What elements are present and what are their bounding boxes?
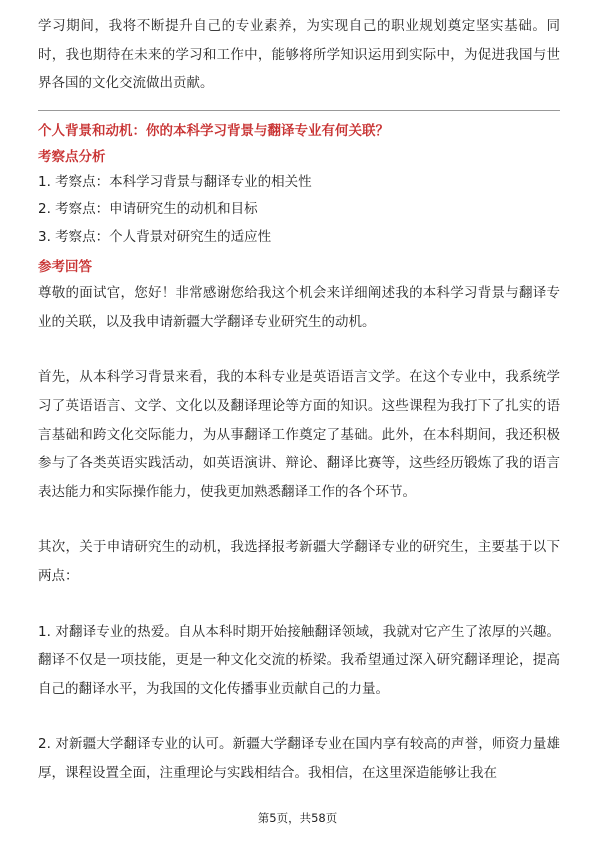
analysis-point: 3. 考察点：个人背景对研究生的适应性 (38, 228, 272, 245)
paragraph-gap (38, 591, 560, 618)
answer-paragraph: 首先，从本科学习背景来看，我的本科专业是英语语言文学。在这个专业中，我系统学习了英语语言、文学、文化以及翻译理论等方面的知识。这些课程为我打下了扎实的语言基础和跨文化交际能力，为从事翻译工作奠定了基础。此外，在本科期间，我还积极参与了各类英语实践活动，如英语演讲、辩论、翻译比赛等，这些经历锻炼了我的语言表达能力和实际操作能力，使我更加熟悉翻译工作的各个环节。 (38, 369, 560, 500)
page-number-footer: 第5页，共58页 (257, 811, 338, 825)
paragraph-gap (38, 703, 560, 730)
intro-paragraph: 学习期间，我将不断提升自己的专业素养，为实现自己的职业规划奠定坚实基础。同时，我也期待在未来的学习和工作中，能够将所学知识运用到实际中，为促进我国与世界各国的文化交流做出贡献。 (38, 18, 560, 92)
section-divider (38, 110, 560, 111)
analysis-heading: 考察点分析 (38, 148, 106, 165)
document-page (38, 0, 560, 788)
paragraph-gap (38, 506, 560, 533)
answer-paragraph: 尊敬的面试官，您好！非常感谢您给我这个机会来详细阐述我的本科学习背景与翻译专业的关联，以及我申请新疆大学翻译专业研究生的动机。 (38, 285, 560, 330)
answer-heading: 参考回答 (38, 259, 92, 276)
paragraph-gap (38, 336, 560, 363)
answer-paragraph: 1. 对翻译专业的热爱。自从本科时期开始接触翻译领域，我就对它产生了浓厚的兴趣。翻译不仅是一项技能，更是一种文化交流的桥梁。我希望通过深入研究翻译理论，提高自己的翻译水平，为我国的文化传播事业贡献自己的力量。 (38, 623, 560, 697)
question-title: 个人背景和动机：你的本科学习背景与翻译专业有何关联？ (38, 122, 389, 139)
answer-paragraph: 2. 对新疆大学翻译专业的认可。新疆大学翻译专业在国内享有较高的声誉，师资力量雄厚，课程设置全面，注重理论与实践相结合。我相信，在这里深造能够让我在 (38, 736, 560, 781)
analysis-point: 1. 考察点：本科学习背景与翻译专业的相关性 (38, 173, 312, 190)
analysis-point: 2. 考察点：申请研究生的动机和目标 (38, 201, 258, 218)
answer-paragraph: 其次，关于申请研究生的动机，我选择报考新疆大学翻译专业的研究生，主要基于以下两点： (38, 539, 560, 585)
